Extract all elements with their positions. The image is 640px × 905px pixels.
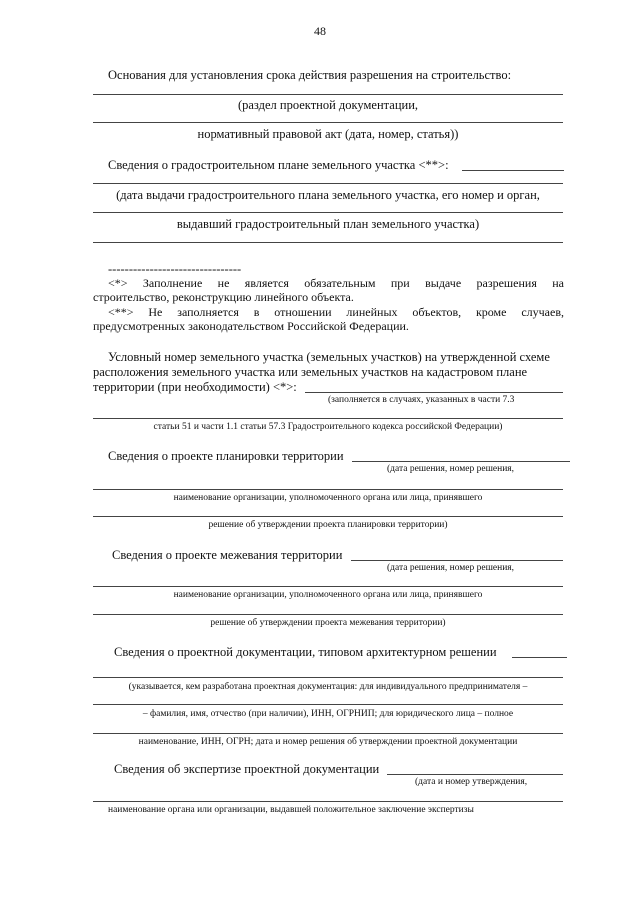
design-field-line-1[interactable] — [93, 677, 563, 678]
gradplan-field-inline[interactable] — [462, 170, 564, 171]
gradplan-hint-1: (дата выдачи градостроительного плана земельного участка, его номер и орган, — [116, 188, 540, 202]
cadastral-field-inline[interactable] — [305, 392, 563, 393]
expertise-hint-2: наименование органа или организации, выдавшей положительное заключение экспертизы — [108, 805, 474, 815]
footnote-separator: -------------------------------- — [108, 262, 242, 276]
planning-hint-2: наименование организации, уполномоченного органа или лица, принявшего — [173, 493, 483, 503]
design-hint-1: (указывается, кем разработана проектная документация: для индивидуального предпринимателя – — [128, 682, 528, 692]
cadastral-line-3: территории (при необходимости) <*>: — [93, 380, 297, 394]
expertise-label: Сведения об экспертизе проектной документации — [114, 762, 380, 776]
footnote-1-line-1: <*> Заполнение не является обязательным при выдаче разрешения на — [108, 276, 564, 290]
footnote-2-line-2: предусмотренных законодательством Российской Федерации. — [93, 319, 409, 333]
planning-hint-1: (дата решения, номер решения, — [387, 464, 515, 474]
survey-field-inline[interactable] — [351, 560, 563, 561]
validity-hint-2: нормативный правовой акт (дата, номер, статья)) — [197, 127, 459, 141]
survey-label: Сведения о проекте межевания территории — [112, 548, 343, 562]
survey-hint-2: наименование организации, уполномоченного органа или лица, принявшего — [173, 590, 483, 600]
cadastral-line-2: расположения земельного участка или земельных участков на кадастровом плане — [93, 365, 528, 379]
planning-field-line-1[interactable] — [93, 489, 563, 490]
design-field-line-2[interactable] — [93, 704, 563, 705]
footnote-2-line-1: <**> Не заполняется в отношении линейных объектов, кроме случаев, — [108, 305, 564, 319]
design-hint-3: наименование, ИНН, ОГРН; дата и номер решения об утверждении проектной документации — [138, 737, 518, 747]
planning-field-inline[interactable] — [352, 461, 570, 462]
design-field-inline[interactable] — [512, 657, 567, 658]
cadastral-line-1: Условный номер земельного участка (земельных участков) на утвержденной схеме — [108, 350, 550, 364]
survey-field-line-1[interactable] — [93, 586, 563, 587]
expertise-field-inline[interactable] — [387, 774, 563, 775]
gradplan-hint-2: выдавший градостроительный план земельного участка) — [176, 217, 480, 231]
validity-field-line-1[interactable] — [93, 94, 563, 95]
expertise-hint-1: (дата и номер утверждения, — [415, 777, 528, 787]
page-number: 48 — [314, 24, 326, 38]
planning-field-line-2[interactable] — [93, 516, 563, 517]
survey-field-line-2[interactable] — [93, 614, 563, 615]
cadastral-hint-2: статьи 51 и части 1.1 статьи 57.3 Градостроительного кодекса российской Федерации) — [153, 422, 503, 432]
cadastral-hint-1: (заполняется в случаях, указанных в части 7.3 — [328, 395, 515, 405]
gradplan-label: Сведения о градостроительном плане земельного участка <**>: — [108, 158, 449, 172]
design-label: Сведения о проектной документации, типовом архитектурном решении — [114, 645, 497, 659]
expertise-field-line-1[interactable] — [93, 801, 563, 802]
planning-hint-3: решение об утверждении проекта планировки территории) — [208, 520, 448, 530]
planning-label: Сведения о проекте планировки территории — [108, 449, 344, 463]
survey-hint-1: (дата решения, номер решения, — [387, 563, 515, 573]
validity-hint-1: (раздел проектной документации, — [237, 98, 419, 112]
cadastral-field-line-1[interactable] — [93, 418, 563, 419]
gradplan-field-line-2[interactable] — [93, 212, 563, 213]
footnote-1-line-2: строительство, реконструкцию линейного объекта. — [93, 290, 354, 304]
survey-hint-3: решение об утверждении проекта межевания территории) — [210, 618, 446, 628]
validity-field-line-2[interactable] — [93, 122, 563, 123]
gradplan-field-line-3[interactable] — [93, 242, 563, 243]
design-field-line-3[interactable] — [93, 733, 563, 734]
validity-label: Основания для установления срока действия разрешения на строительство: — [108, 68, 512, 82]
design-hint-2: – фамилия, имя, отчество (при наличии), ИНН, ОГРНИП; для юридического лица – полное — [142, 709, 514, 719]
gradplan-field-line-1[interactable] — [93, 183, 563, 184]
